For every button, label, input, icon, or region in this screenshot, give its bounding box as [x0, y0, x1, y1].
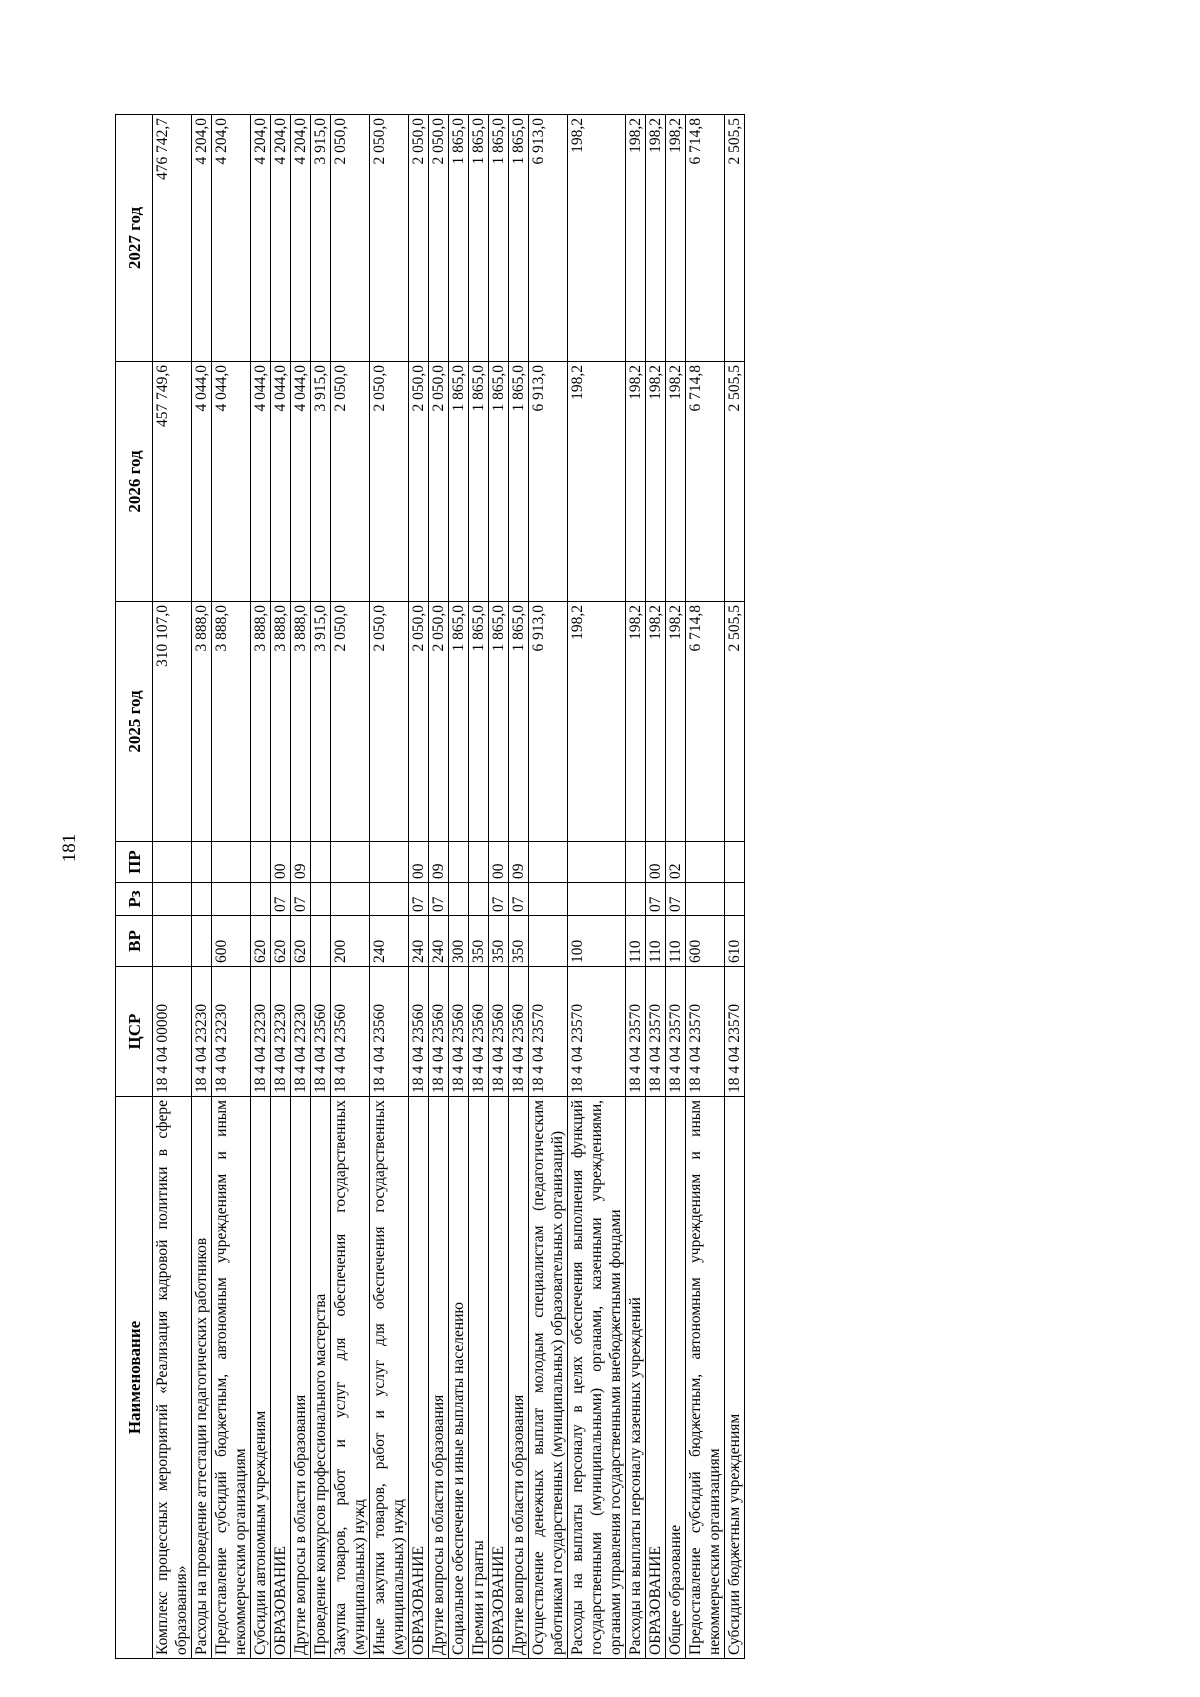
cell-2027: 476 742,7 [153, 115, 192, 362]
cell-csr: 18 4 04 23560 [469, 967, 489, 1097]
cell-csr: 18 4 04 23560 [449, 967, 469, 1097]
cell-2027: 4 204,0 [251, 115, 271, 362]
cell-vr: 110 [626, 916, 646, 967]
cell-2027: 198,2 [568, 115, 626, 362]
cell-name: Другие вопросы в области образования [509, 1097, 529, 1659]
cell-pr [686, 842, 725, 883]
cell-csr: 18 4 04 23570 [666, 967, 686, 1097]
cell-2026: 2 050,0 [429, 362, 449, 602]
cell-2026: 3 915,0 [311, 362, 331, 602]
cell-2025: 3 888,0 [212, 602, 251, 842]
cell-vr: 200 [331, 916, 370, 967]
cell-name: Другие вопросы в области образования [429, 1097, 449, 1659]
cell-rz [251, 883, 271, 916]
cell-vr: 600 [686, 916, 725, 967]
cell-2026: 198,2 [568, 362, 626, 602]
cell-2027: 4 204,0 [271, 115, 291, 362]
cell-2025: 2 505,5 [725, 602, 745, 842]
cell-rz [192, 883, 212, 916]
cell-pr [449, 842, 469, 883]
table-row [626, 115, 646, 1659]
table-row [251, 115, 271, 1659]
cell-2026: 2 050,0 [331, 362, 370, 602]
cell-vr: 350 [489, 916, 509, 967]
cell-vr [311, 916, 331, 967]
cell-vr: 350 [509, 916, 529, 967]
cell-name: ОБРАЗОВАНИЕ [489, 1097, 509, 1659]
cell-csr: 18 4 04 23570 [686, 967, 725, 1097]
table-row [429, 115, 449, 1659]
cell-pr [626, 842, 646, 883]
table-row [192, 115, 212, 1659]
cell-2025: 2 050,0 [429, 602, 449, 842]
cell-name: Предоставление субсидий бюджетным, автономным учреждениям и иным некоммерческим организациям [212, 1097, 251, 1659]
cell-name: Проведение конкурсов профессионального мастерства [311, 1097, 331, 1659]
cell-2026: 4 044,0 [212, 362, 251, 602]
cell-name: Социальное обеспечение и иные выплаты населению [449, 1097, 469, 1659]
cell-name: Общее образование [666, 1097, 686, 1659]
header-pr: ПР [116, 842, 153, 883]
table-row [529, 115, 568, 1659]
cell-pr: 02 [666, 842, 686, 883]
cell-rz: 07 [271, 883, 291, 916]
cell-vr [153, 916, 192, 967]
cell-2027: 1 865,0 [489, 115, 509, 362]
cell-2026: 1 865,0 [489, 362, 509, 602]
cell-name: Субсидии бюджетным учреждениям [725, 1097, 745, 1659]
table-row [331, 115, 370, 1659]
cell-name: Премии и гранты [469, 1097, 489, 1659]
cell-csr: 18 4 04 23560 [489, 967, 509, 1097]
cell-csr: 18 4 04 23230 [212, 967, 251, 1097]
cell-rz [449, 883, 469, 916]
cell-pr [568, 842, 626, 883]
cell-vr: 350 [469, 916, 489, 967]
cell-2026: 6 714,8 [686, 362, 725, 602]
cell-2027: 4 204,0 [212, 115, 251, 362]
cell-name: Расходы на выплаты персоналу в целях обеспечения выполнения функций государственными (муниципальными) органами, казенными учреждениями, органами управления государственными внебюджетными фондами [568, 1097, 626, 1659]
cell-vr: 620 [271, 916, 291, 967]
cell-csr: 18 4 04 23570 [529, 967, 568, 1097]
cell-vr: 100 [568, 916, 626, 967]
header-csr: ЦСР [116, 967, 153, 1097]
cell-2026: 4 044,0 [251, 362, 271, 602]
table-row [370, 115, 409, 1659]
cell-name: Комплекс процессных мероприятий «Реализация кадровой политики в сфере образования» [153, 1097, 192, 1659]
cell-rz: 07 [291, 883, 311, 916]
cell-2025: 2 050,0 [409, 602, 429, 842]
cell-2026: 4 044,0 [271, 362, 291, 602]
cell-pr: 09 [291, 842, 311, 883]
cell-name: Закупка товаров, работ и услуг для обеспечения государственных (муниципальных) нужд [331, 1097, 370, 1659]
cell-vr: 110 [666, 916, 686, 967]
table-row [153, 115, 192, 1659]
table-row [291, 115, 311, 1659]
cell-pr [469, 842, 489, 883]
table-body [153, 115, 745, 1659]
header-vr: ВР [116, 916, 153, 967]
cell-2025: 198,2 [646, 602, 666, 842]
cell-csr: 18 4 04 23570 [568, 967, 626, 1097]
cell-rz [626, 883, 646, 916]
cell-2026: 4 044,0 [291, 362, 311, 602]
cell-pr [212, 842, 251, 883]
cell-pr: 00 [646, 842, 666, 883]
cell-csr: 18 4 04 23560 [370, 967, 409, 1097]
cell-2027: 1 865,0 [469, 115, 489, 362]
cell-name: Расходы на проведение аттестации педагогических работников [192, 1097, 212, 1659]
cell-vr: 600 [212, 916, 251, 967]
cell-pr [251, 842, 271, 883]
header-name: Наименование [116, 1097, 153, 1659]
cell-2025: 1 865,0 [489, 602, 509, 842]
cell-vr: 110 [646, 916, 666, 967]
cell-vr: 620 [291, 916, 311, 967]
cell-pr [192, 842, 212, 883]
cell-csr: 18 4 04 23560 [509, 967, 529, 1097]
header-2027: 2027 год [116, 115, 153, 362]
cell-pr: 09 [509, 842, 529, 883]
cell-2026: 457 749,6 [153, 362, 192, 602]
table-row [666, 115, 686, 1659]
cell-2026: 4 044,0 [192, 362, 212, 602]
table-row [509, 115, 529, 1659]
cell-name: Осуществление денежных выплат молодым специалистам (педагогическим работникам государственных (муниципальных) образовательных организаций) [529, 1097, 568, 1659]
cell-pr: 00 [489, 842, 509, 883]
cell-2027: 2 505,5 [725, 115, 745, 362]
cell-vr: 240 [409, 916, 429, 967]
cell-vr: 240 [429, 916, 449, 967]
cell-name: ОБРАЗОВАНИЕ [271, 1097, 291, 1659]
cell-2025: 3 888,0 [192, 602, 212, 842]
cell-rz [331, 883, 370, 916]
cell-2026: 1 865,0 [469, 362, 489, 602]
table-row [568, 115, 626, 1659]
cell-2025: 1 865,0 [509, 602, 529, 842]
cell-rz: 07 [666, 883, 686, 916]
cell-vr: 610 [725, 916, 745, 967]
cell-vr: 240 [370, 916, 409, 967]
cell-vr: 300 [449, 916, 469, 967]
cell-2025: 6 714,8 [686, 602, 725, 842]
cell-pr [153, 842, 192, 883]
cell-name: ОБРАЗОВАНИЕ [409, 1097, 429, 1659]
cell-2026: 2 050,0 [370, 362, 409, 602]
cell-rz [370, 883, 409, 916]
cell-csr: 18 4 04 00000 [153, 967, 192, 1097]
cell-vr [192, 916, 212, 967]
cell-2025: 3 888,0 [291, 602, 311, 842]
cell-2025: 2 050,0 [331, 602, 370, 842]
cell-csr: 18 4 04 23570 [725, 967, 745, 1097]
cell-2027: 6 714,8 [686, 115, 725, 362]
cell-2025: 1 865,0 [469, 602, 489, 842]
table-row [212, 115, 251, 1659]
cell-2026: 198,2 [666, 362, 686, 602]
header-2026: 2026 год [116, 362, 153, 602]
cell-2025: 3 888,0 [271, 602, 291, 842]
cell-rz: 07 [429, 883, 449, 916]
cell-2026: 1 865,0 [509, 362, 529, 602]
cell-rz: 07 [489, 883, 509, 916]
cell-2026: 198,2 [626, 362, 646, 602]
cell-2025: 3 888,0 [251, 602, 271, 842]
cell-2027: 1 865,0 [509, 115, 529, 362]
cell-2025: 198,2 [626, 602, 646, 842]
cell-csr: 18 4 04 23230 [192, 967, 212, 1097]
cell-2027: 6 913,0 [529, 115, 568, 362]
cell-pr [529, 842, 568, 883]
cell-rz [311, 883, 331, 916]
cell-csr: 18 4 04 23560 [311, 967, 331, 1097]
cell-2026: 2 505,5 [725, 362, 745, 602]
cell-csr: 18 4 04 23560 [331, 967, 370, 1097]
cell-2027: 198,2 [626, 115, 646, 362]
cell-2025: 310 107,0 [153, 602, 192, 842]
cell-pr: 00 [409, 842, 429, 883]
cell-name: Иные закупки товаров, работ и услуг для обеспечения государственных (муниципальных) нужд [370, 1097, 409, 1659]
cell-rz: 07 [409, 883, 429, 916]
page-number: 181 [59, 833, 80, 863]
table-header-row [116, 115, 153, 1659]
budget-table [115, 114, 745, 1659]
cell-name: Расходы на выплаты персоналу казенных учреждений [626, 1097, 646, 1659]
table-row [725, 115, 745, 1659]
cell-name: Другие вопросы в области образования [291, 1097, 311, 1659]
cell-rz [153, 883, 192, 916]
cell-rz [568, 883, 626, 916]
cell-2025: 2 050,0 [370, 602, 409, 842]
table-row [686, 115, 725, 1659]
cell-rz [529, 883, 568, 916]
cell-name: ОБРАЗОВАНИЕ [646, 1097, 666, 1659]
cell-2027: 2 050,0 [429, 115, 449, 362]
cell-rz [212, 883, 251, 916]
cell-2025: 1 865,0 [449, 602, 469, 842]
cell-2025: 3 915,0 [311, 602, 331, 842]
cell-name: Субсидии автономным учреждениям [251, 1097, 271, 1659]
cell-2027: 3 915,0 [311, 115, 331, 362]
header-rz: Рз [116, 883, 153, 916]
cell-rz [725, 883, 745, 916]
cell-2027: 4 204,0 [192, 115, 212, 362]
cell-2026: 2 050,0 [409, 362, 429, 602]
table-row [646, 115, 666, 1659]
table-row [409, 115, 429, 1659]
cell-pr [370, 842, 409, 883]
cell-csr: 18 4 04 23230 [271, 967, 291, 1097]
header-2025: 2025 год [116, 602, 153, 842]
cell-2027: 198,2 [666, 115, 686, 362]
rotated-page-content [115, 115, 1099, 1659]
cell-2027: 198,2 [646, 115, 666, 362]
cell-pr: 09 [429, 842, 449, 883]
cell-name: Предоставление субсидий бюджетным, автономным учреждениям и иным некоммерческим организациям [686, 1097, 725, 1659]
cell-2026: 1 865,0 [449, 362, 469, 602]
table-row [489, 115, 509, 1659]
cell-2026: 6 913,0 [529, 362, 568, 602]
table-row [449, 115, 469, 1659]
table-row [271, 115, 291, 1659]
cell-rz: 07 [646, 883, 666, 916]
cell-pr [311, 842, 331, 883]
cell-2027: 2 050,0 [370, 115, 409, 362]
cell-csr: 18 4 04 23230 [251, 967, 271, 1097]
table-row [469, 115, 489, 1659]
cell-csr: 18 4 04 23230 [291, 967, 311, 1097]
cell-2027: 2 050,0 [331, 115, 370, 362]
cell-2027: 4 204,0 [291, 115, 311, 362]
cell-pr [725, 842, 745, 883]
cell-rz [469, 883, 489, 916]
cell-vr [529, 916, 568, 967]
cell-pr: 00 [271, 842, 291, 883]
cell-2027: 1 865,0 [449, 115, 469, 362]
cell-2025: 198,2 [666, 602, 686, 842]
cell-rz [686, 883, 725, 916]
table-row [311, 115, 331, 1659]
cell-vr: 620 [251, 916, 271, 967]
cell-2026: 198,2 [646, 362, 666, 602]
cell-2025: 198,2 [568, 602, 626, 842]
cell-csr: 18 4 04 23570 [646, 967, 666, 1097]
cell-2027: 2 050,0 [409, 115, 429, 362]
cell-csr: 18 4 04 23560 [409, 967, 429, 1097]
cell-rz: 07 [509, 883, 529, 916]
cell-2025: 6 913,0 [529, 602, 568, 842]
cell-csr: 18 4 04 23560 [429, 967, 449, 1097]
cell-pr [331, 842, 370, 883]
cell-csr: 18 4 04 23570 [626, 967, 646, 1097]
